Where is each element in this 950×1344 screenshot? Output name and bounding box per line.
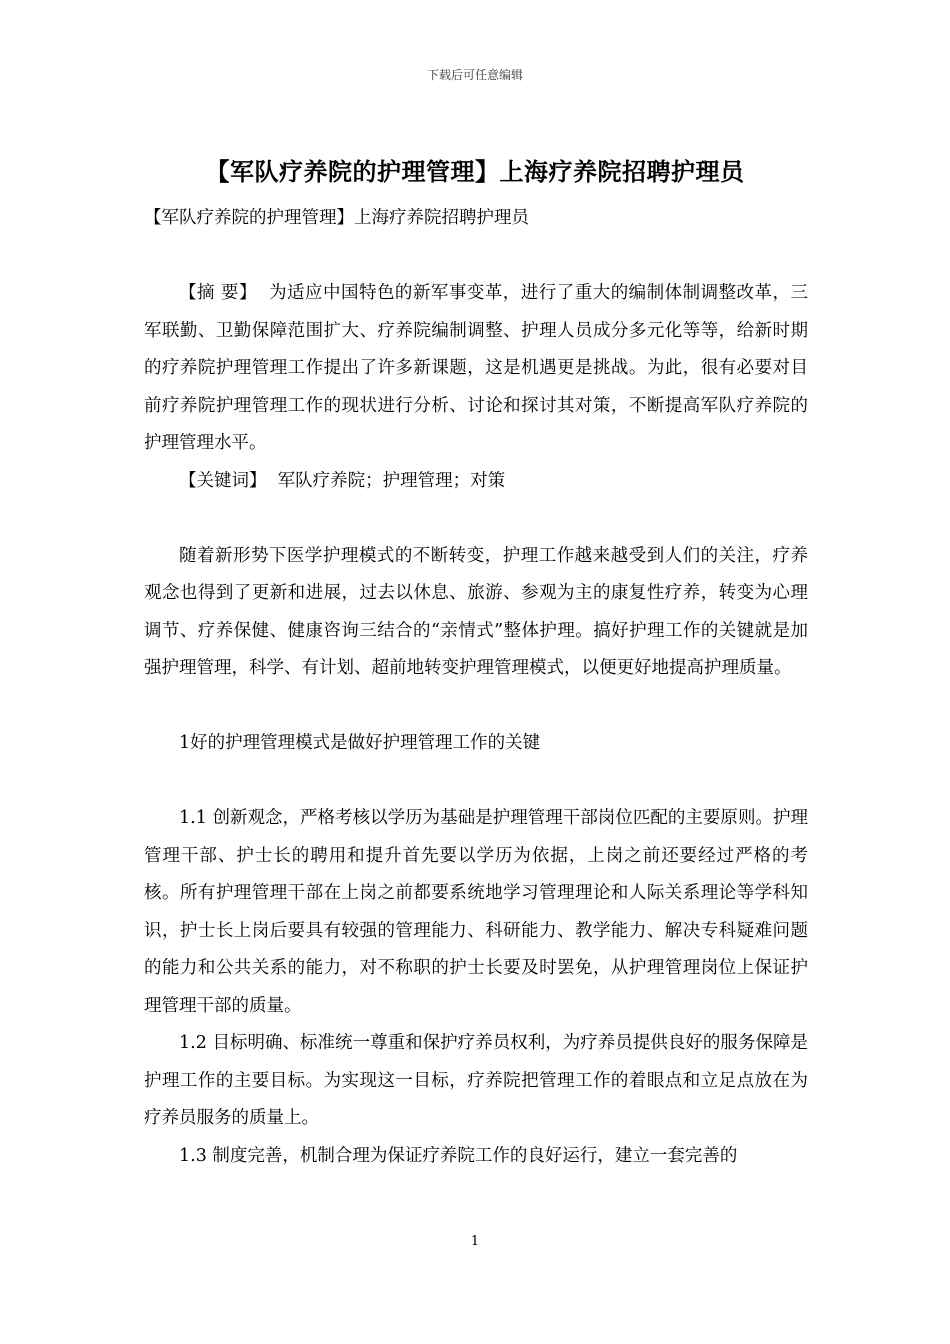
subsection-paragraph (144, 1025, 808, 1138)
intro-paragraph: 随着新形势下医学护理模式的不断转变，护理工作越来越受到人们的关注，疗养观念也得到了更新和进展，过去以休息、旅游、参观为主的康复性疗养，转变为心理调节、疗养保健、健康咨询三结合的“亲情式”整体护理。搞好护理工作的关键就是加强护理管理，科学、有计划、超前地转变护理管理模式，以便更好地提高护理质量。 (144, 545, 808, 678)
page-header-note: 下载后可任意编辑 (426, 68, 523, 82)
subsection-number: 1.2 (179, 1033, 207, 1053)
subsection-text: 创新观念，严格考核以学历为基础是护理管理干部岗位匹配的主要原则。护理管理干部、护士长的聘用和提升首先要以学历为依据，上岗之前还要经过严格的考核。所有护理管理干部在上岗之前都要系统地学习管理理论和人际关系理论等学科知识，护士长上岗后要具有较强的管理能力、科研能力、教学能力、解决专科疑难问题的能力和公共关系的能力，对不称职的护士长要及时罢免，从护理管理岗位上保证护理管理干部的质量。 (144, 808, 808, 1016)
document-subtitle: 【军队疗养院的护理管理】上海疗养院招聘护理员 (144, 208, 529, 228)
page-number: 1 (470, 1234, 480, 1249)
subsection-paragraph (144, 800, 808, 1025)
subsection-text: 制度完善，机制合理为保证疗养院工作的良好运行，建立一套完善的 (212, 1145, 738, 1166)
subsection-paragraph (144, 1138, 808, 1176)
subsection-number: 1.3 (179, 1145, 207, 1166)
subsection-number: 1.1 (179, 808, 207, 828)
keywords-text: 军队疗养院；护理管理；对策 (277, 470, 506, 491)
abstract-paragraph (144, 275, 808, 463)
keywords-paragraph (144, 463, 808, 501)
section-heading: 1好的护理管理模式是做好护理管理工作的关键 (179, 733, 541, 753)
spacer (144, 688, 808, 726)
document-title: 【军队疗养院的护理管理】上海疗养院招聘护理员 (205, 157, 745, 186)
spacer (144, 500, 808, 538)
keywords-label: 【关键词】 (179, 470, 267, 491)
spacer (144, 763, 808, 801)
document-body (144, 200, 808, 1175)
abstract-text: 为适应中国特色的新军事变革，进行了重大的编制体制调整改革，三军联勤、卫勤保障范围扩大、疗养院编制调整、护理人员成分多元化等等，给新时期的疗养院护理管理工作提出了许多新课题，这是机遇更是挑战。为此，很有必要对目前疗养院护理管理工作的现状进行分析、讨论和探讨其对策，不断提高军队疗养院的护理管理水平。 (144, 283, 808, 453)
spacer (144, 238, 808, 276)
subsection-text: 目标明确、标准统一尊重和保护疗养员权利，为疗养员提供良好的服务保障是护理工作的主要目标。为实现这一目标，疗养院把管理工作的着眼点和立足点放在为疗养员服务的质量上。 (144, 1033, 808, 1128)
abstract-label: 【摘 要】 (179, 283, 257, 303)
